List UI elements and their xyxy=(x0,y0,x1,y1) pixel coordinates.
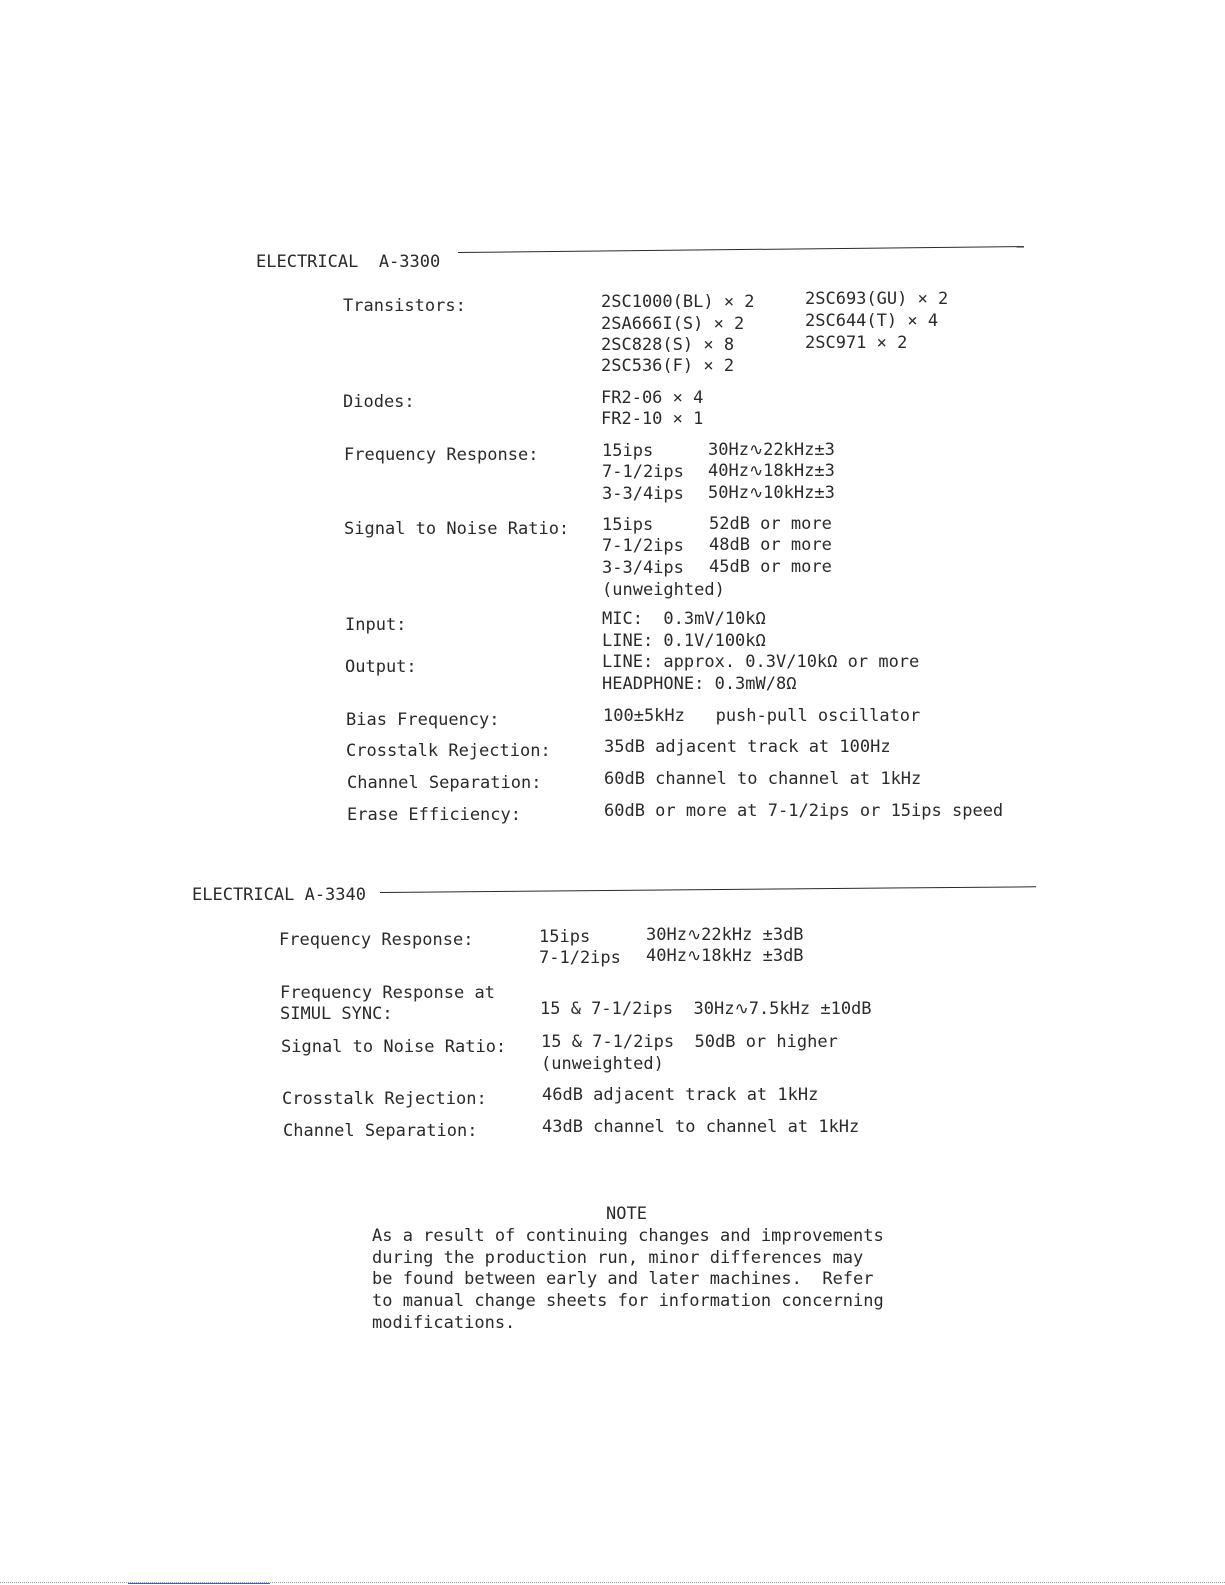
frequency-value: 40Hz∿18kHz ±3dB xyxy=(646,946,804,966)
crosstalk-label: Crosstalk Rejection: xyxy=(282,1089,487,1109)
transistor-value: 2SC971 × 2 xyxy=(805,333,908,353)
transistor-value: 2SA666I(S) × 2 xyxy=(601,314,745,334)
heading-rule-a3300 xyxy=(458,246,1024,253)
frequency-value: 40Hz∿18kHz±3 xyxy=(708,461,835,481)
section-heading-a3340: ELECTRICAL A-3340 xyxy=(192,885,366,905)
transistor-value: 2SC644(T) × 4 xyxy=(805,311,939,331)
crosstalk-label: Crosstalk Rejection: xyxy=(346,741,551,761)
snr-value: 48dB or more xyxy=(709,535,832,555)
note-line: modifications. xyxy=(372,1313,516,1333)
snr-label: Signal to Noise Ratio: xyxy=(281,1037,507,1057)
bias-frequency-value: 100±5kHz push-pull oscillator xyxy=(603,706,921,726)
tape-speed: 15ips xyxy=(602,515,654,535)
snr-value: 15 & 7-1/2ips 50dB or higher xyxy=(541,1032,838,1052)
frequency-response-label: Frequency Response: xyxy=(279,930,474,950)
page-bottom-link-underline xyxy=(128,1583,270,1584)
note-line: be found between early and later machines. Refer xyxy=(372,1269,874,1289)
tape-speed: 7-1/2ips xyxy=(602,536,684,556)
tape-speed: 7-1/2ips xyxy=(602,462,684,482)
diodes-label: Diodes: xyxy=(343,392,415,412)
crosstalk-value: 46dB adjacent track at 1kHz xyxy=(542,1085,819,1105)
input-value: MIC: 0.3mV/10kΩ xyxy=(602,609,766,629)
simul-sync-value: 15 & 7-1/2ips 30Hz∿7.5kHz ±10dB xyxy=(540,999,872,1019)
tape-speed: 3-3/4ips xyxy=(602,558,684,578)
frequency-value: 30Hz∿22kHz±3 xyxy=(708,440,835,460)
input-value: LINE: 0.1V/100kΩ xyxy=(602,631,766,651)
note-line: As a result of continuing changes and improvements xyxy=(372,1226,884,1246)
snr-note: (unweighted) xyxy=(541,1054,664,1074)
simul-sync-label: SIMUL SYNC: xyxy=(280,1004,393,1024)
diode-value: FR2-10 × 1 xyxy=(601,409,704,429)
tape-speed: 15ips xyxy=(602,441,654,461)
crosstalk-value: 35dB adjacent track at 100Hz xyxy=(604,737,891,757)
erase-efficiency-label: Erase Efficiency: xyxy=(347,805,521,825)
transistor-value: 2SC536(F) × 2 xyxy=(601,356,735,376)
frequency-response-label: Frequency Response: xyxy=(344,445,539,465)
snr-value: 52dB or more xyxy=(709,514,832,534)
channel-separation-value: 60dB channel to channel at 1kHz xyxy=(604,769,922,789)
output-label: Output: xyxy=(345,657,417,677)
simul-sync-label: Frequency Response at xyxy=(280,983,495,1003)
input-label: Input: xyxy=(345,615,407,635)
frequency-value: 30Hz∿22kHz ±3dB xyxy=(646,925,804,945)
output-value: HEADPHONE: 0.3mW/8Ω xyxy=(602,674,797,694)
diode-value: FR2-06 × 4 xyxy=(601,388,704,408)
tape-speed: 7-1/2ips xyxy=(539,948,621,968)
note-title: NOTE xyxy=(606,1204,647,1224)
output-value: LINE: approx. 0.3V/10kΩ or more xyxy=(602,652,920,672)
transistor-value: 2SC828(S) × 8 xyxy=(601,335,735,355)
snr-note: (unweighted) xyxy=(602,580,725,600)
erase-efficiency-value: 60dB or more at 7-1/2ips or 15ips speed xyxy=(604,801,1004,821)
tape-speed: 15ips xyxy=(539,927,591,947)
heading-rule-a3340 xyxy=(380,886,1036,893)
transistor-value: 2SC1000(BL) × 2 xyxy=(601,292,755,312)
snr-value: 45dB or more xyxy=(709,557,832,577)
note-line: during the production run, minor differences may xyxy=(372,1248,864,1268)
transistors-label: Transistors: xyxy=(343,296,466,316)
channel-separation-value: 43dB channel to channel at 1kHz xyxy=(542,1117,860,1137)
frequency-value: 50Hz∿10kHz±3 xyxy=(708,483,835,503)
tape-speed: 3-3/4ips xyxy=(602,484,684,504)
snr-label: Signal to Noise Ratio: xyxy=(344,519,570,539)
transistor-value: 2SC693(GU) × 2 xyxy=(805,289,949,309)
bias-frequency-label: Bias Frequency: xyxy=(346,710,500,730)
section-heading-a3300: ELECTRICAL A-3300 xyxy=(256,252,441,272)
channel-separation-label: Channel Separation: xyxy=(347,773,542,793)
channel-separation-label: Channel Separation: xyxy=(283,1121,478,1141)
note-line: to manual change sheets for information concerning xyxy=(372,1291,884,1311)
